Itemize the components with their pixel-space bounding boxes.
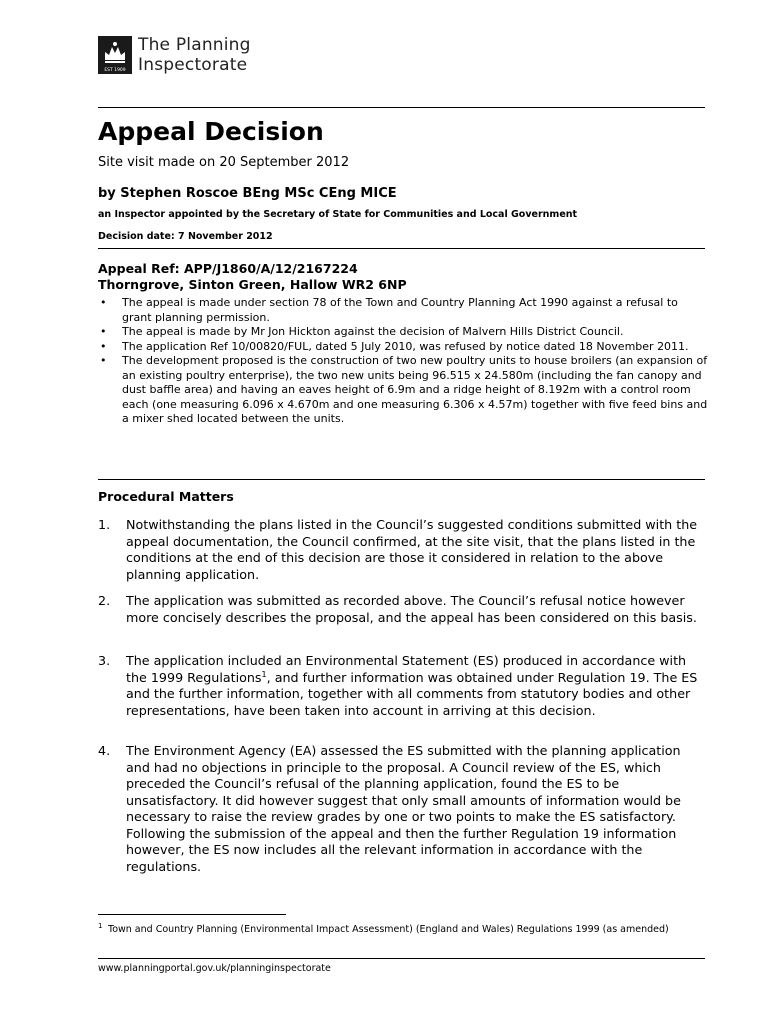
planning-inspectorate-logo <box>98 36 132 74</box>
inspector-byline: by Stephen Roscoe BEng MSc CEng MICE <box>98 186 397 201</box>
page-title: Appeal Decision <box>98 117 324 146</box>
paragraph-number: 3. <box>98 653 111 668</box>
list-item: • The appeal is made under section 78 of the Town and Country Planning Act 1990 against a refusal to grant planning permission. <box>98 296 708 325</box>
paragraph-2 <box>98 593 702 626</box>
appointment-note: an Inspector appointed by the Secretary of State for Communities and Local Government <box>98 209 578 220</box>
crown-icon <box>98 36 132 74</box>
footnote-marker[interactable]: 1 <box>261 669 267 679</box>
appeal-details-list <box>98 296 708 427</box>
paragraph-number: 4. <box>98 743 111 758</box>
footnote-text: Town and Country Planning (Environmental Impact Assessment) (England and Wales) Regulations 1999 (as amended) <box>108 924 669 935</box>
paragraph-text: The Environment Agency (EA) assessed the ES submitted with the planning application and had no objections in principle to the proposal. A Council review of the ES, which preceded the Council’s refusal of the planning application, found the ES to be unsatisfactory. It did however suggest that only small amounts of information would be necessary to raise the review grades by one or two points to make the ES satisfactory. Following the submission of the appeal and then the further Regulation 19 information however, the ES now includes all the relevant information in accordance with the regulations. <box>126 743 681 874</box>
paragraph-text: The application was submitted as recorded above. The Council’s refusal notice however more concisely describes the proposal, and the appeal has been considered on this basis. <box>126 593 697 625</box>
list-item: • The application Ref 10/00820/FUL, dated 5 July 2010, was refused by notice dated 18 November 2011. <box>98 340 708 355</box>
paragraph-text: Notwithstanding the plans listed in the Council’s suggested conditions submitted with the appeal documentation, the Council confirmed, at the site visit, that the plans listed in the conditions at the end of this decision are those it considered in relation to the above planning application. <box>126 517 698 582</box>
divider <box>98 479 705 480</box>
paragraph-text-part: The application included an Environmental Statement (ES) produced in accordance with the 1999 Regulations <box>126 653 687 685</box>
site-visit-date: Site visit made on 20 September 2012 <box>98 155 350 170</box>
footnote-number: 1 <box>98 922 103 930</box>
paragraph-text-part: , and further information was obtained under Regulation 19. The ES and the further information, together with all comments from statutory bodies and other representations, have been taken into account in arriving at this decision. <box>126 669 698 718</box>
footer-divider <box>98 958 705 959</box>
org-name-line2: Inspectorate <box>138 55 248 75</box>
paragraph-text <box>126 653 702 719</box>
org-name-line1: The Planning <box>138 35 251 55</box>
paragraph-4 <box>98 743 702 875</box>
site-address: Thorngrove, Sinton Green, Hallow WR2 6NP <box>98 277 407 292</box>
appeal-reference: Appeal Ref: APP/J1860/A/12/2167224 <box>98 261 358 276</box>
paragraph-1 <box>98 517 702 583</box>
paragraph-3 <box>98 653 702 719</box>
footer-url-link[interactable]: www.planningportal.gov.uk/planninginspectorate <box>98 963 331 974</box>
decision-date: Decision date: 7 November 2012 <box>98 231 273 242</box>
logo-est-text: EST 1909 <box>104 68 126 73</box>
header-divider <box>98 107 705 108</box>
list-item: • The appeal is made by Mr Jon Hickton against the decision of Malvern Hills District Council. <box>98 325 708 340</box>
paragraph-number: 2. <box>98 593 111 608</box>
divider <box>98 248 705 249</box>
footnote <box>98 923 698 936</box>
footnote-divider <box>98 914 286 915</box>
list-item: • The development proposed is the construction of two new poultry units to house broilers (an expansion of an existing poultry enterprise), the two new units being 96.515 x 24.580m (including the fan canopy and dust baffle area) and having an eaves height of 6.9m and a ridge height of 8.192m with a control room each (one measuring 6.096 x 4.670m and one measuring 6.306 x 4.57m) together with five feed bins and a mixer shed located between the units. <box>98 354 708 427</box>
section-heading: Procedural Matters <box>98 489 234 504</box>
paragraph-number: 1. <box>98 517 111 532</box>
